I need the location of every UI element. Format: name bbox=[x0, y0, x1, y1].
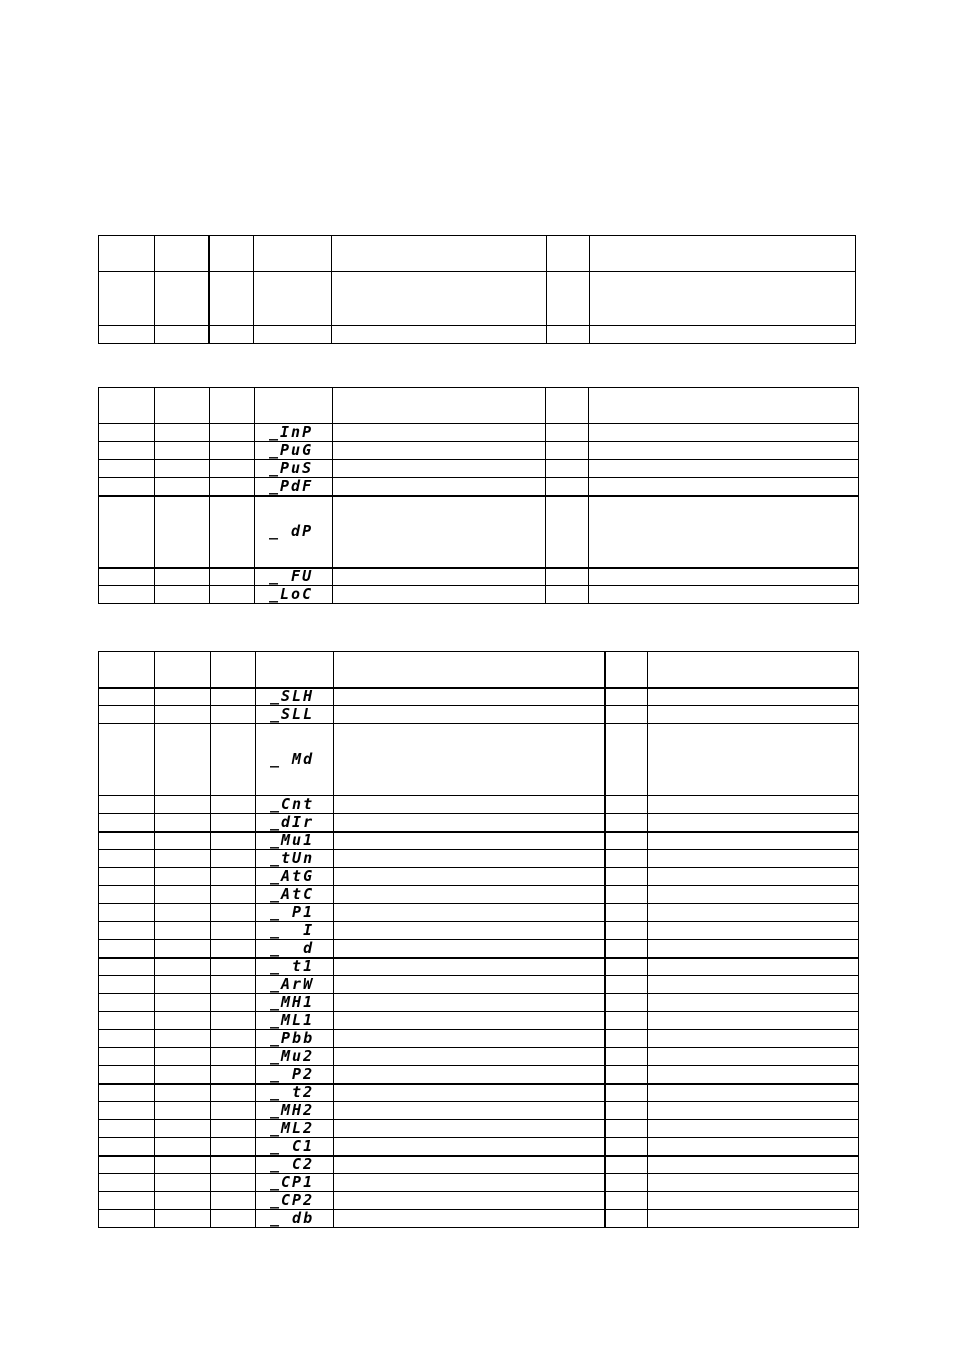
display-code: _MH1 bbox=[256, 994, 334, 1012]
table-row bbox=[99, 994, 859, 1012]
table-row bbox=[99, 1030, 859, 1048]
table-row bbox=[99, 1066, 859, 1084]
table-row bbox=[99, 868, 859, 886]
table-1 bbox=[98, 235, 856, 344]
table-row bbox=[99, 688, 859, 706]
table-row bbox=[99, 496, 859, 568]
table-row bbox=[99, 976, 859, 994]
display-code bbox=[255, 388, 333, 424]
display-code: _Cnt bbox=[256, 796, 334, 814]
display-code: _ P2 bbox=[256, 1066, 334, 1084]
table-header-row bbox=[99, 652, 859, 688]
table-row bbox=[99, 1174, 859, 1192]
table-row bbox=[99, 706, 859, 724]
display-code: _ dP bbox=[255, 496, 333, 568]
display-code: _Mu1 bbox=[256, 832, 334, 850]
display-code: _AtC bbox=[256, 886, 334, 904]
table-row bbox=[99, 724, 859, 796]
display-code: _ FU bbox=[255, 568, 333, 586]
display-code: _SLL bbox=[256, 706, 334, 724]
display-code: _CP2 bbox=[256, 1192, 334, 1210]
table-row bbox=[99, 1192, 859, 1210]
table-row bbox=[99, 850, 859, 868]
display-code: _PdF bbox=[255, 478, 333, 496]
table-row bbox=[99, 940, 859, 958]
display-code: _AtG bbox=[256, 868, 334, 886]
display-code: _ t2 bbox=[256, 1084, 334, 1102]
table-2 bbox=[98, 387, 859, 604]
table-row bbox=[99, 478, 859, 496]
display-code: _ Md bbox=[256, 724, 334, 796]
display-code: _LoC bbox=[255, 586, 333, 604]
table-row bbox=[99, 586, 859, 604]
display-code: _ C2 bbox=[256, 1156, 334, 1174]
table-row bbox=[99, 1102, 859, 1120]
display-code: _ t1 bbox=[256, 958, 334, 976]
display-code: _ML1 bbox=[256, 1012, 334, 1030]
display-code: _SLH bbox=[256, 688, 334, 706]
table-row bbox=[99, 460, 859, 478]
display-code: _MH2 bbox=[256, 1102, 334, 1120]
display-code: _dIr bbox=[256, 814, 334, 832]
display-code: _tUn bbox=[256, 850, 334, 868]
table-row bbox=[99, 1048, 859, 1066]
table-row bbox=[99, 326, 856, 344]
display-code: _CP1 bbox=[256, 1174, 334, 1192]
display-code: _ db bbox=[256, 1210, 334, 1228]
table-row bbox=[99, 904, 859, 922]
display-code bbox=[256, 652, 334, 688]
table-row bbox=[99, 1012, 859, 1030]
display-code: _PuG bbox=[255, 442, 333, 460]
display-code: _ P1 bbox=[256, 904, 334, 922]
table-row bbox=[99, 796, 859, 814]
table-row bbox=[99, 568, 859, 586]
display-code: _ArW bbox=[256, 976, 334, 994]
table-row bbox=[99, 832, 859, 850]
table-3 bbox=[98, 651, 859, 1228]
table-row bbox=[99, 442, 859, 460]
table-header-row bbox=[99, 388, 859, 424]
table-row bbox=[99, 886, 859, 904]
table-row bbox=[99, 1156, 859, 1174]
table-row bbox=[99, 814, 859, 832]
display-code: _Pbb bbox=[256, 1030, 334, 1048]
display-code: _InP bbox=[255, 424, 333, 442]
table-row bbox=[99, 236, 856, 272]
display-code: _PuS bbox=[255, 460, 333, 478]
display-code: _Mu2 bbox=[256, 1048, 334, 1066]
display-code: _ C1 bbox=[256, 1138, 334, 1156]
table-row bbox=[99, 1138, 859, 1156]
table-row bbox=[99, 1084, 859, 1102]
table-row bbox=[99, 272, 856, 326]
display-code: _ d bbox=[256, 940, 334, 958]
display-code: _ML2 bbox=[256, 1120, 334, 1138]
table-row bbox=[99, 958, 859, 976]
table-row bbox=[99, 424, 859, 442]
table-row bbox=[99, 1210, 859, 1228]
display-code: _ I bbox=[256, 922, 334, 940]
table-row bbox=[99, 922, 859, 940]
table-row bbox=[99, 1120, 859, 1138]
